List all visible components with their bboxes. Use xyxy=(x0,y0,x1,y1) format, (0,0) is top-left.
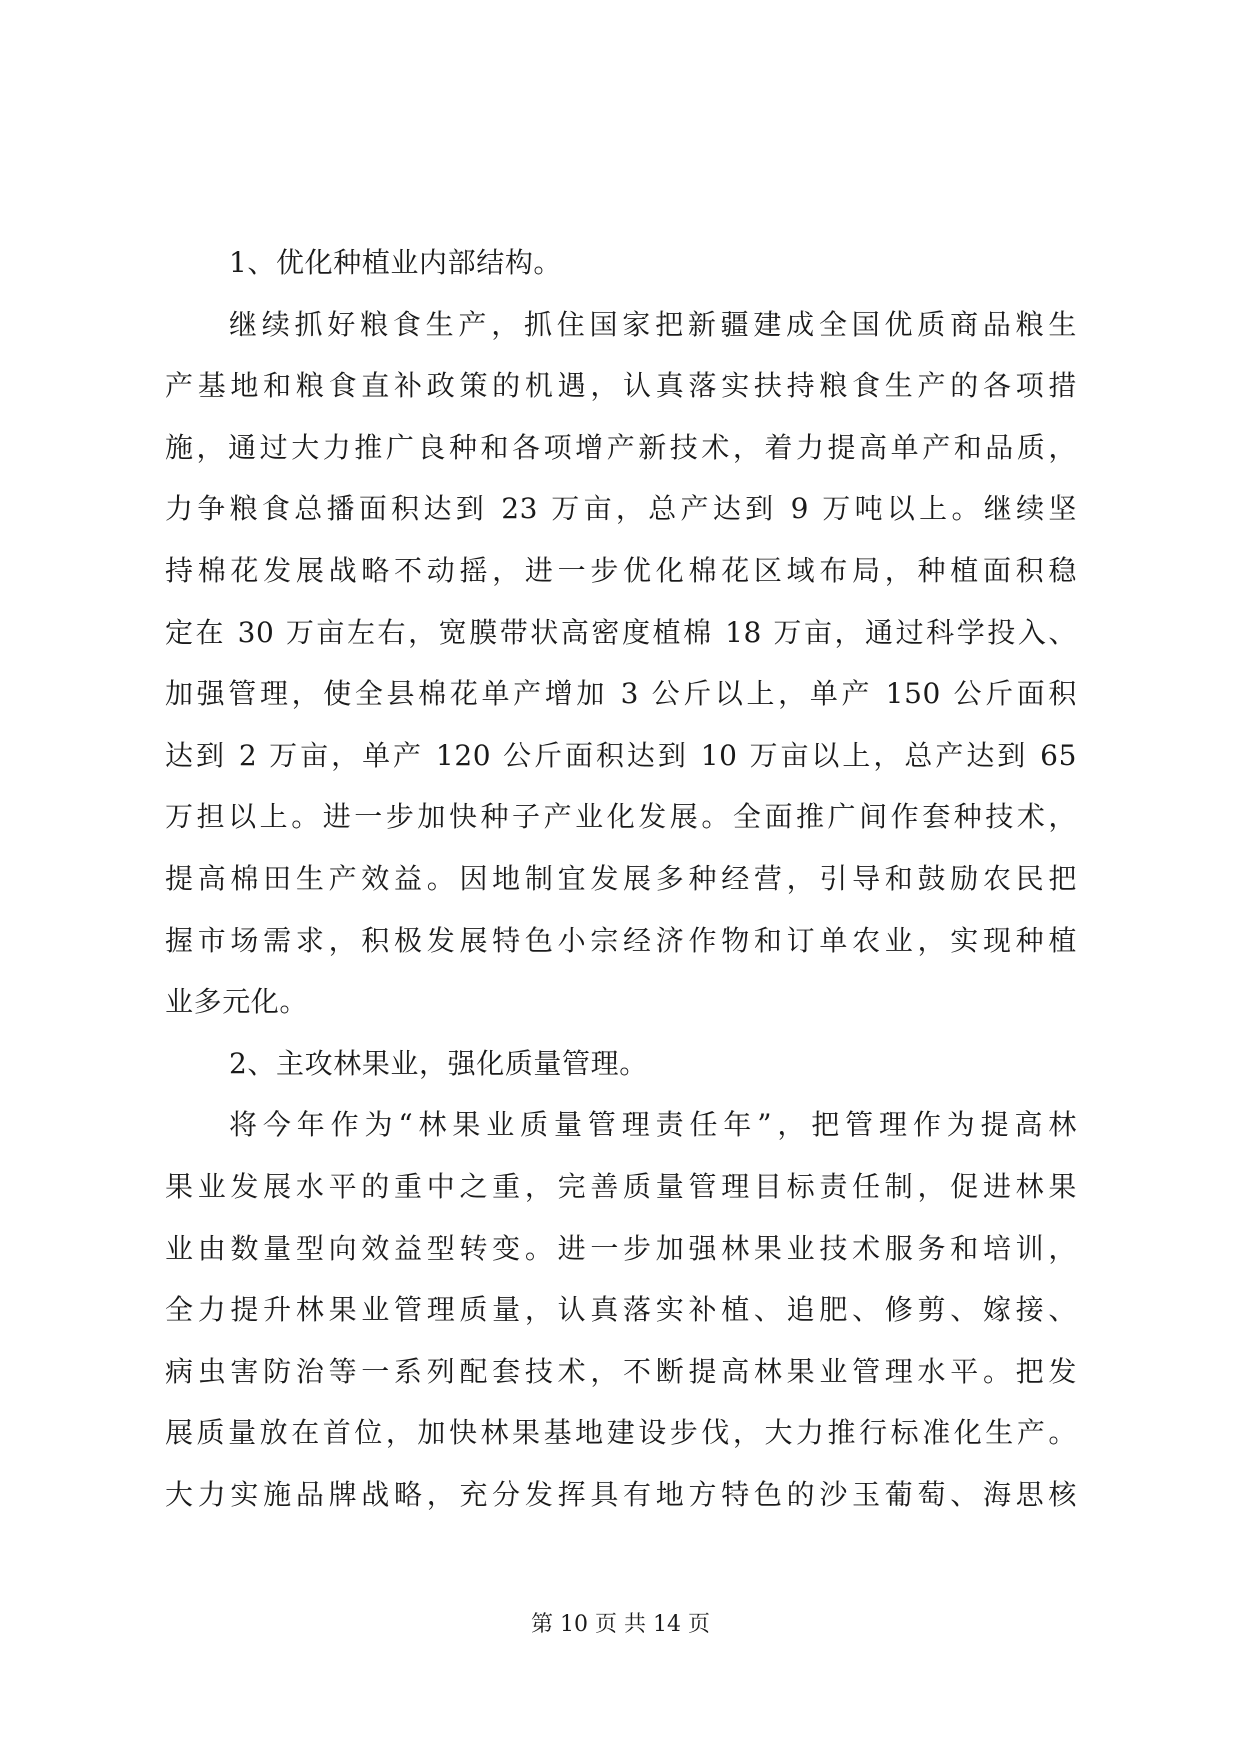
text-line: 将今年作为“林果业质量管理责任年”，把管理作为提高林 xyxy=(229,1108,1077,1142)
text-line: 万担以上。进一步加快种子产业化发展。全面推广间作套种技术， xyxy=(165,800,1077,834)
text-line: 达到 2 万亩，单产 120 公斤面积达到 10 万亩以上，总产达到 65 xyxy=(165,738,1077,772)
text-line: 业多元化。 xyxy=(165,985,309,1019)
text-line: 大力实施品牌战略，充分发挥具有地方特色的沙玉葡萄、海思核 xyxy=(165,1477,1077,1511)
text-line: 展质量放在首位，加快林果基地建设步伐，大力推行标准化生产。 xyxy=(165,1416,1077,1450)
page-footer: 第 10 页 共 14 页 xyxy=(531,1612,710,1637)
text-line: 提高棉田生产效益。因地制宜发展多种经营，引导和鼓励农民把 xyxy=(165,861,1077,895)
text-line: 继续抓好粮食生产，抓住国家把新疆建成全国优质商品粮生 xyxy=(229,307,1077,341)
text-line: 病虫害防治等一系列配套技术，不断提高林果业管理水平。把发 xyxy=(165,1354,1077,1388)
text-line: 果业发展水平的重中之重，完善质量管理目标责任制，促进林果 xyxy=(165,1169,1077,1203)
text-line: 产基地和粮食直补政策的机遇，认真落实扶持粮食生产的各项措 xyxy=(165,369,1077,403)
text-line: 2、主攻林果业，强化质量管理。 xyxy=(229,1046,648,1080)
text-line: 力争粮食总播面积达到 23 万亩，总产达到 9 万吨以上。继续坚 xyxy=(165,492,1077,526)
text-line: 定在 30 万亩左右，宽膜带状高密度植棉 18 万亩，通过科学投入、 xyxy=(165,615,1077,649)
text-line: 业由数量型向效益型转变。进一步加强林果业技术服务和培训， xyxy=(165,1231,1077,1265)
document-body xyxy=(165,232,1077,1525)
text-line: 施，通过大力推广良种和各项增产新技术，着力提高单产和品质， xyxy=(165,430,1077,464)
text-line: 持棉花发展战略不动摇，进一步优化棉花区域布局，种植面积稳 xyxy=(165,553,1077,587)
text-line: 加强管理，使全县棉花单产增加 3 公斤以上，单产 150 公斤面积 xyxy=(165,677,1077,711)
text-line: 握市场需求，积极发展特色小宗经济作物和订单农业，实现种植 xyxy=(165,923,1077,957)
text-line: 全力提升林果业管理质量，认真落实补植、追肥、修剪、嫁接、 xyxy=(165,1293,1077,1327)
text-line: 1、优化种植业内部结构。 xyxy=(229,246,563,279)
